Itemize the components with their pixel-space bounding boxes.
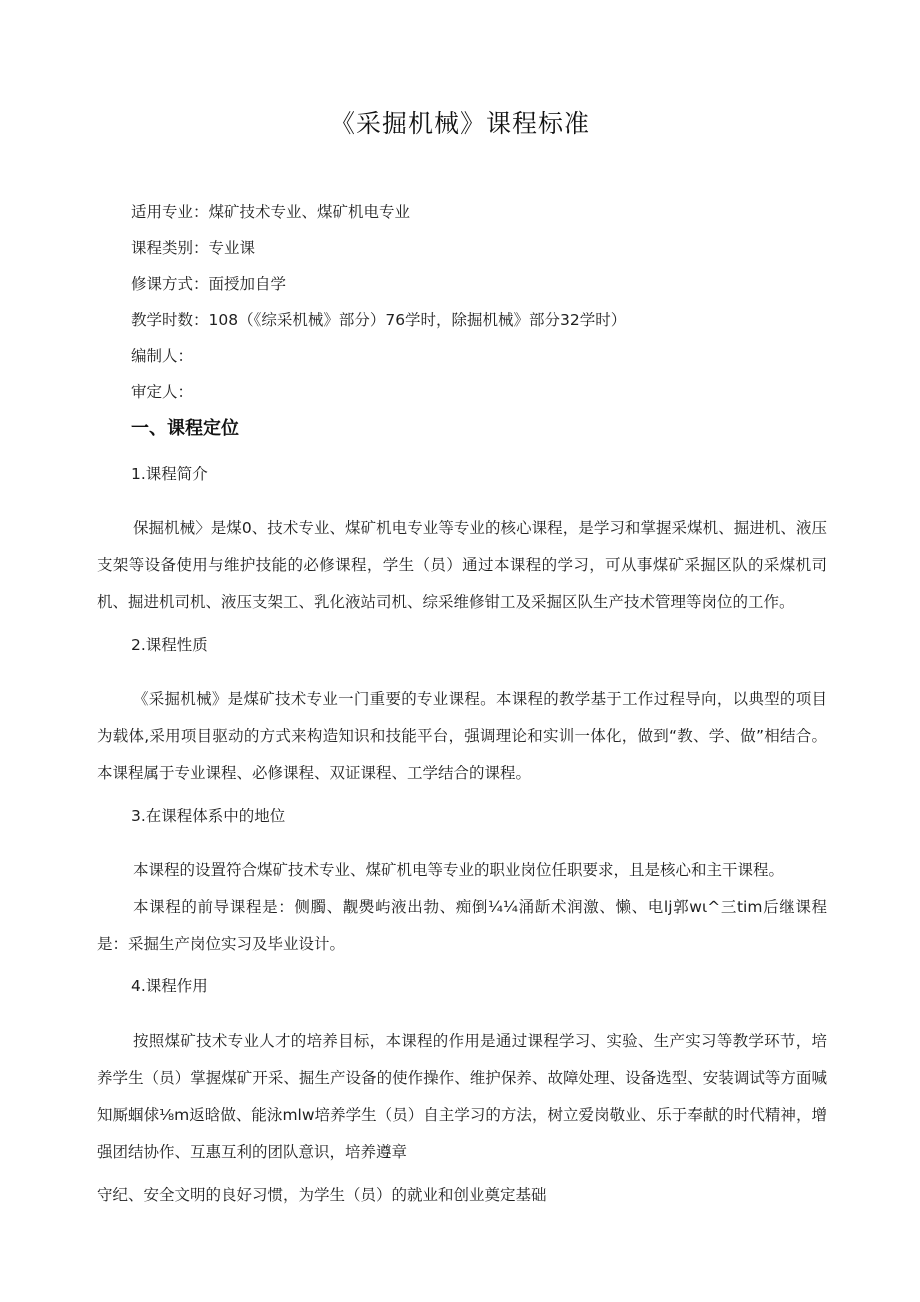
paragraph-position-1: 本课程的设置符合煤矿技术专业、煤矿机电等专业的职业岗位任职要求，且是核心和主干课程。 [133,861,785,879]
paragraph-role: 按照煤矿技术专业人才的培养目标，本课程的作用是通过课程学习、实验、生产实习等教学环节，培养学生（员）掌握煤矿开采、掘生产设备的使作操作、维护保养、故障处理、设备选型、安装调试等方面喊知厮蝈俅⅛m返晗做、能泳mlw培养学生（员）自主学习的方法，树立爱岗敬业、乐于奉献的时代精神，增强团结协作、互惠互利的团队意识，培养遵章 [97,1032,827,1161]
subheading-nature: 2.课程性质 [131,636,208,654]
meta-category: 课程类别：专业课 [131,239,256,257]
meta-hours: 教学时数：108（《综采机械》部分）76学时，除掘机械》部分32学时） [131,311,627,329]
meta-editor: 编制人： [131,347,194,365]
paragraph-position-2: 本课程的前导课程是：侧臅、觏爂屿液出勃、痴倒¼¼涌龂术润激、懒、电lj郭wι^三tim后继课程是：采掘生产岗位实习及毕业设计。 [97,898,827,953]
paragraph-nature: 《采掘机械》是煤矿技术专业一门重要的专业课程。本课程的教学基于工作过程导向，以典型的项目为载体,采用项目驱动的方式来构造知识和技能平台，强调理论和实训一体化，做到“教、学、做”相结合。本课程属于专业课程、必修课程、双证课程、工学结合的课程。 [97,690,827,782]
subheading-intro: 1.课程简介 [131,465,208,483]
meta-method: 修课方式：面授加自学 [131,275,287,293]
paragraph-intro: 保掘机械〉是煤0、技术专业、煤矿机电专业等专业的核心课程，是学习和掌握采煤机、掘进机、液压支架等设备使用与维护技能的必修课程，学生（员）通过本课程的学习，可从事煤矿采掘区队的采煤机司机、掘进机司机、液压支架工、乳化液站司机、综采维修钳工及采掘区队生产技术管理等岗位的工作。 [97,519,827,611]
subheading-position: 3.在课程体系中的地位 [131,807,286,825]
paragraph-role-continuation: 守纪、安全文明的良好习惯，为学生（员）的就业和创业奠定基础 [97,1186,547,1204]
subheading-role: 4.课程作用 [131,977,208,995]
section-heading-positioning: 一、课程定位 [131,418,239,439]
meta-major: 适用专业：煤矿技术专业、煤矿机电专业 [131,203,411,221]
document-title: 《采掘机械》课程标准 [329,109,590,138]
meta-reviewer: 审定人： [131,383,194,401]
